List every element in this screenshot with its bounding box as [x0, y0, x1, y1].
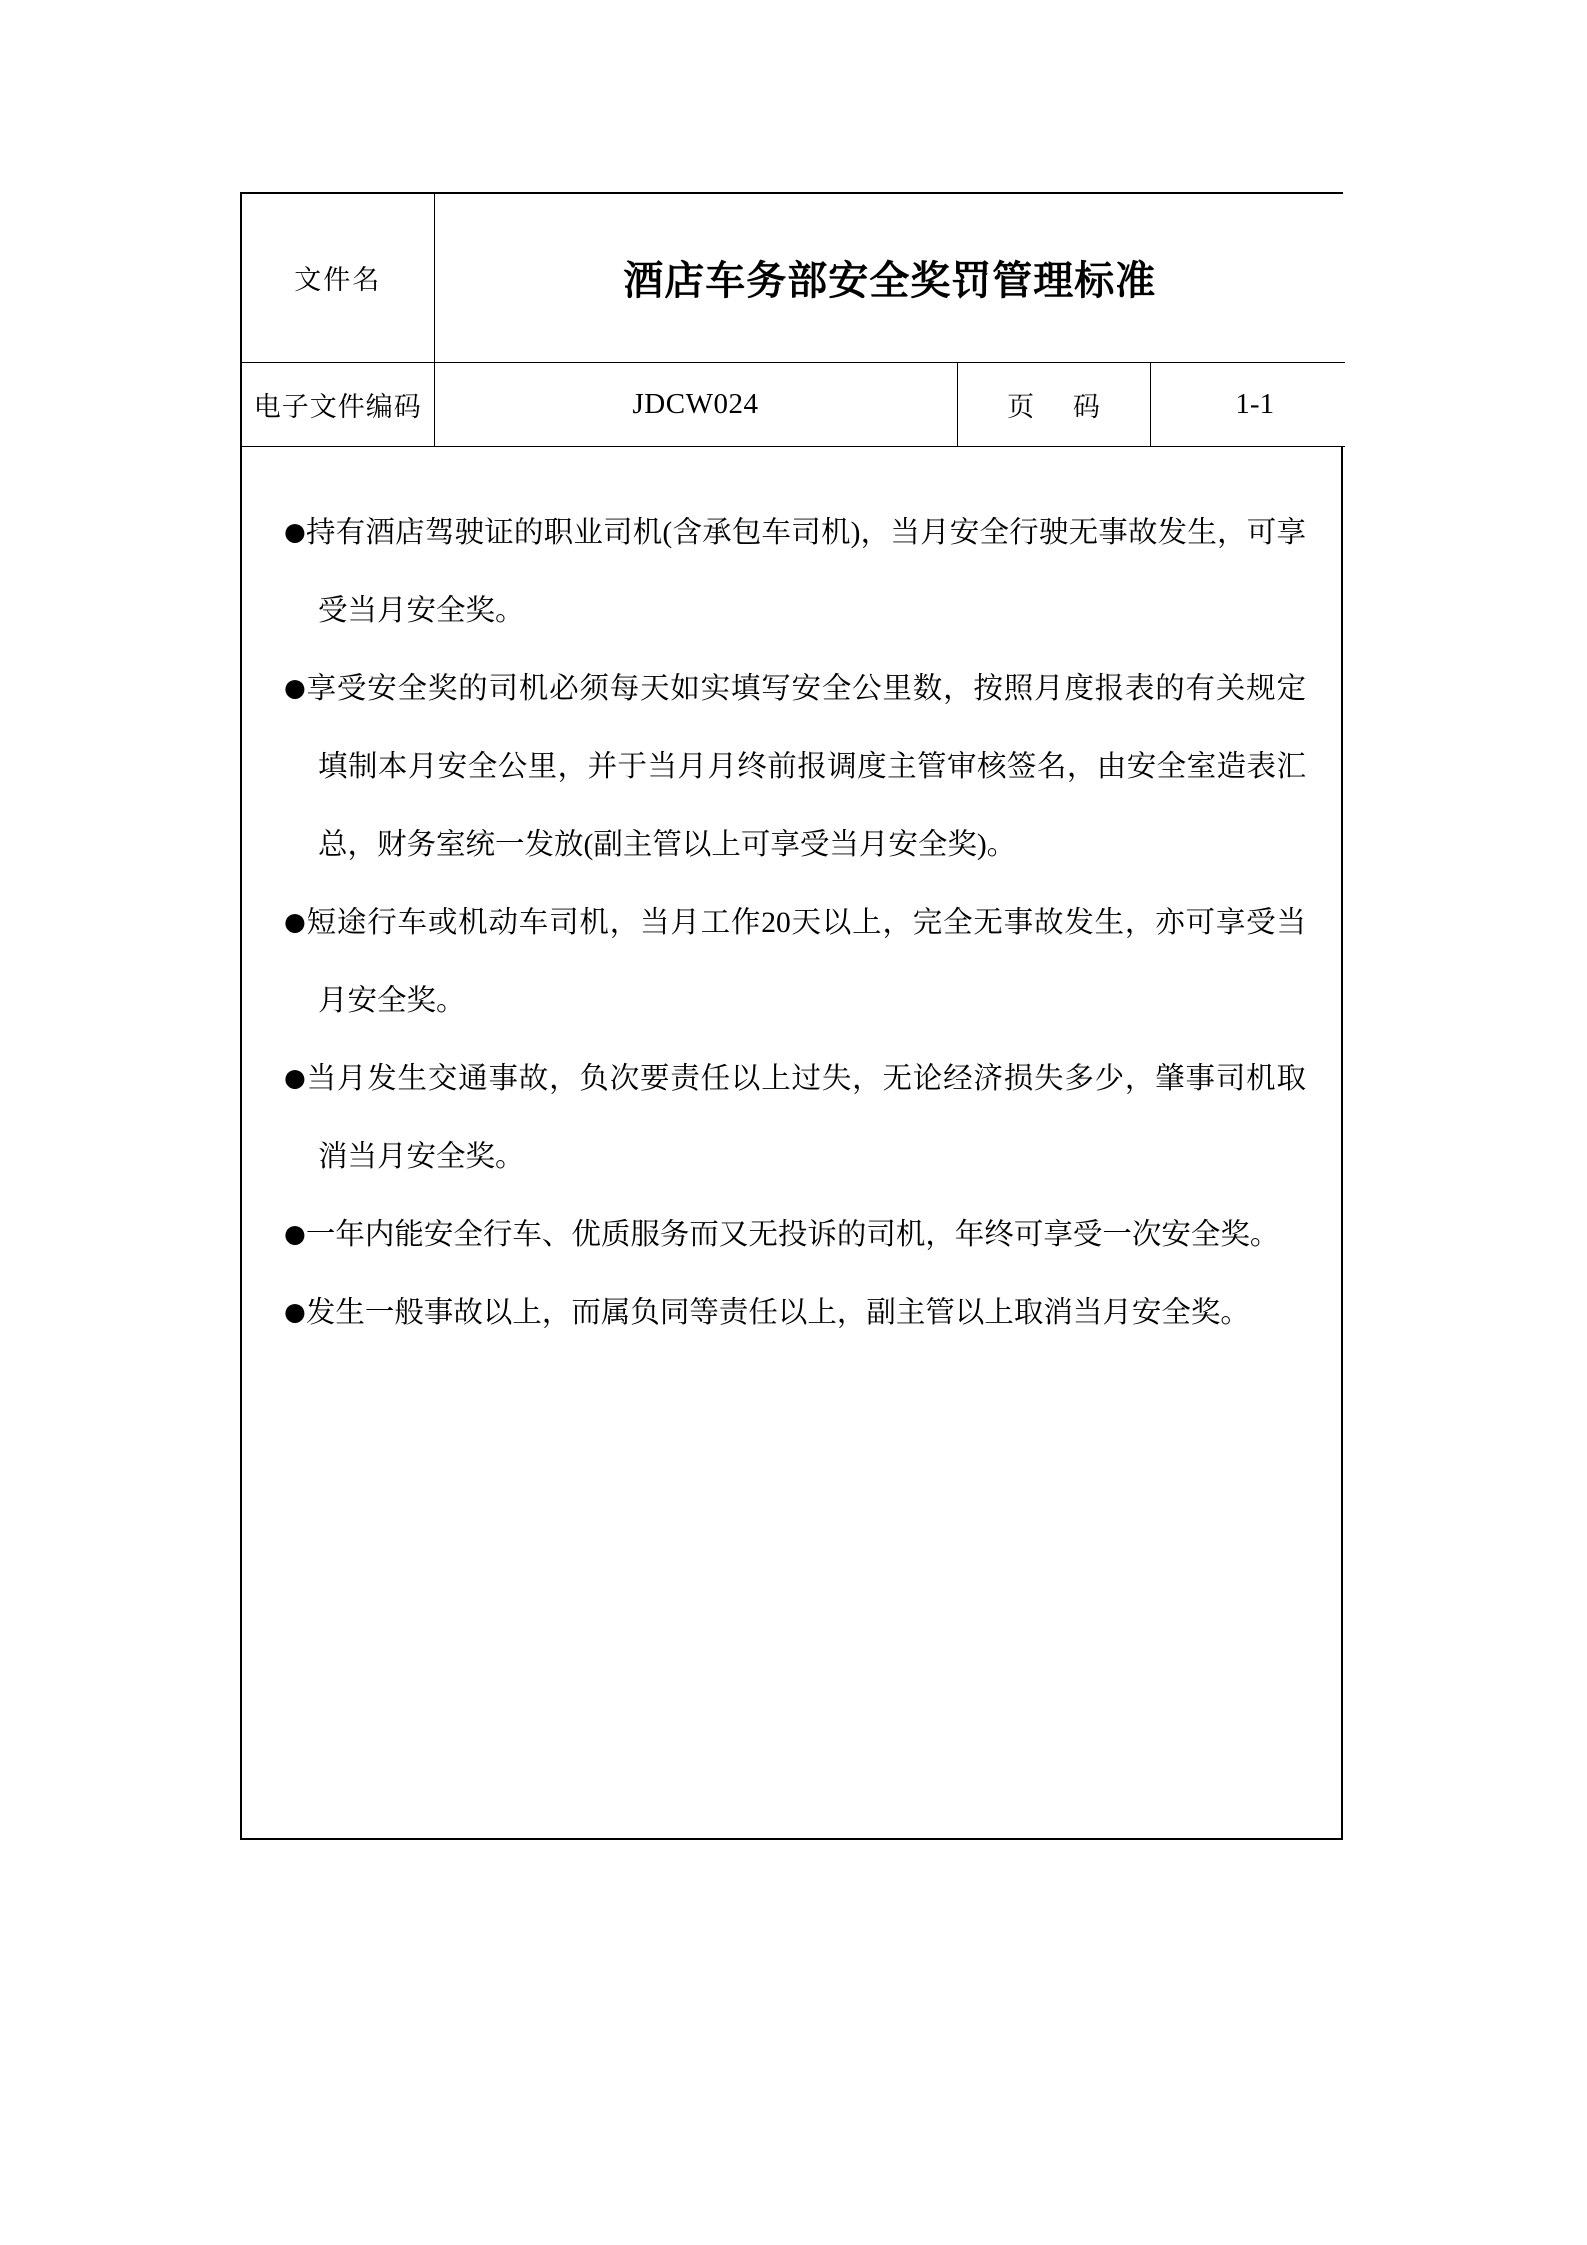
doc-name-label: 文件名: [242, 194, 434, 362]
bullet-point-icon: ●: [284, 517, 307, 546]
bullet-paragraph: [284, 494, 1306, 650]
bullet-point-icon: ●: [284, 673, 307, 702]
bullet-point-icon: ●: [284, 1297, 306, 1326]
bullet-text: 持有酒店驾驶证的职业司机(含承包车司机)，当月安全行驶无事故发生，可享受当月安全奖。: [306, 517, 1306, 627]
bullet-paragraph: [284, 1040, 1306, 1196]
doc-code-value: JDCW024: [434, 362, 957, 446]
header-row-title: [242, 194, 1345, 362]
document-header-table: [242, 194, 1345, 447]
bullet-paragraph: [284, 650, 1306, 884]
bullet-text: 当月发生交通事故，负次要责任以上过失，无论经济损失多少，肇事司机取消当月安全奖。: [306, 1063, 1306, 1173]
bullet-point-icon: ●: [284, 1063, 307, 1092]
bullet-text: 发生一般事故以上，而属负同等责任以上，副主管以上取消当月安全奖。: [305, 1297, 1250, 1329]
bullet-text: 享受安全奖的司机必须每天如实填写安全公里数，按照月度报表的有关规定填制本月安全公里，并于当月月终前报调度主管审核签名，由安全室造表汇总，财务室统一发放(副主管以上可享受当月安全奖)。: [306, 673, 1306, 861]
bullet-text: 一年内能安全行车、优质服务而又无投诉的司机，年终可享受一次安全奖。: [305, 1219, 1280, 1251]
document-page: [240, 192, 1343, 1840]
document-title: 酒店车务部安全奖罚管理标准: [434, 194, 1345, 362]
page-number-label: 页 码: [957, 362, 1150, 446]
doc-code-label: 电子文件编码: [242, 362, 434, 446]
bullet-paragraph: [284, 884, 1306, 1040]
header-row-code: [242, 362, 1345, 446]
page-number-value: 1-1: [1150, 362, 1345, 446]
document-body: [284, 494, 1306, 1352]
bullet-text: 短途行车或机动车司机，当月工作20天以上，完全无事故发生，亦可享受当月安全奖。: [306, 907, 1306, 1017]
bullet-point-icon: ●: [284, 1219, 306, 1248]
bullet-paragraph: [284, 1274, 1306, 1352]
bullet-paragraph: [284, 1196, 1306, 1274]
bullet-point-icon: ●: [284, 907, 307, 936]
